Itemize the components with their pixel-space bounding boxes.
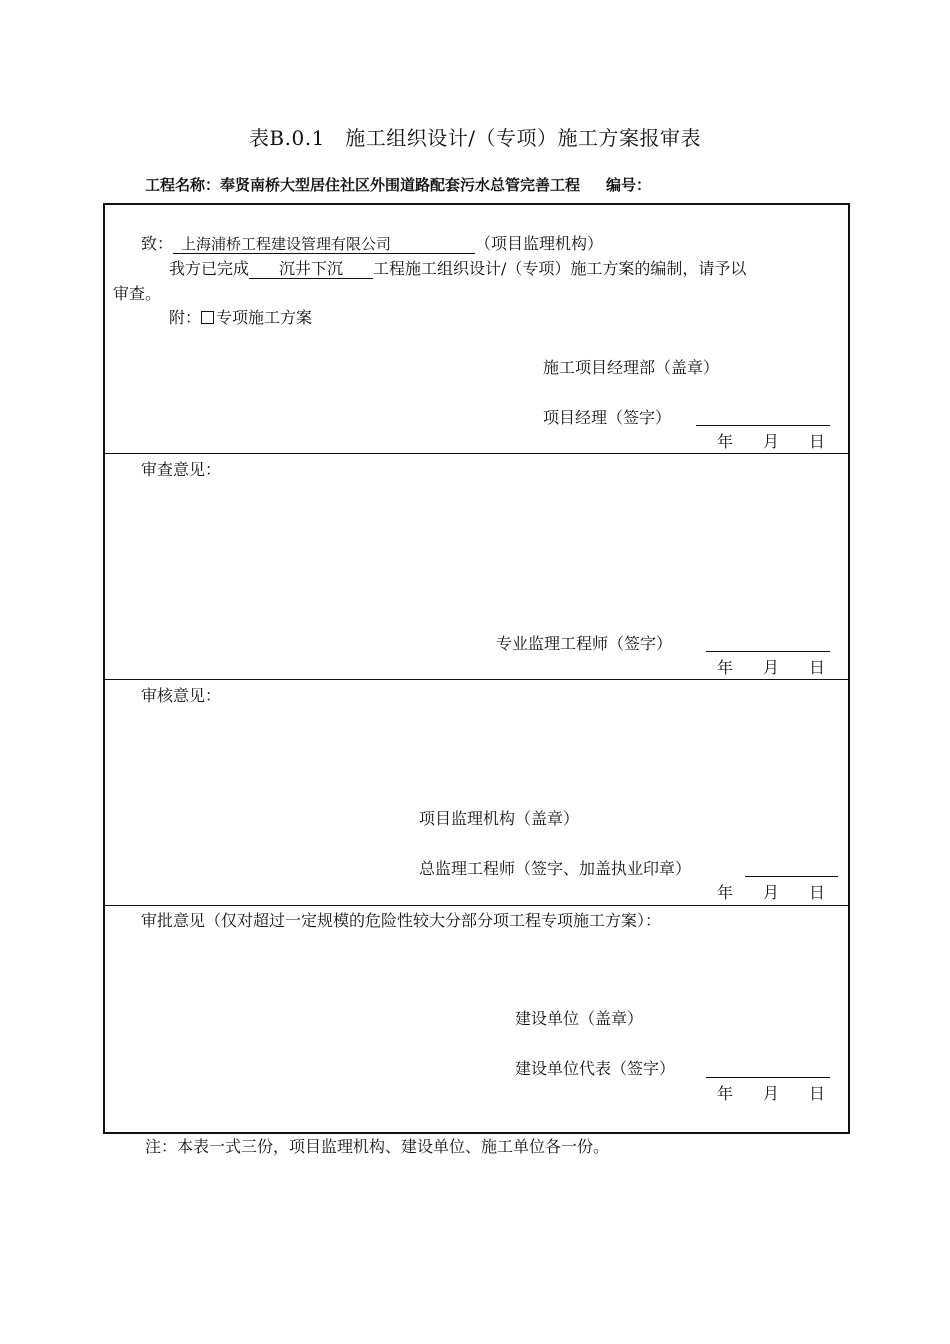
scheme-name-value: 沉井下沉 xyxy=(279,259,344,278)
attachment-checkbox[interactable] xyxy=(201,311,214,324)
owner-unit-label: 建设单位（盖章） xyxy=(515,1009,644,1028)
addressee-line xyxy=(141,231,603,254)
contractor-dept-label: 施工项目经理部（盖章） xyxy=(543,358,720,377)
date-month: 月 xyxy=(763,883,780,902)
date-day: 日 xyxy=(809,658,826,677)
date-row xyxy=(717,429,825,452)
footnote: 注：本表一式三份，项目监理机构、建设单位、施工单位各一份。 xyxy=(145,1137,610,1156)
form-header xyxy=(145,174,651,195)
attachment-item: 专项施工方案 xyxy=(216,308,313,327)
date-year: 年 xyxy=(717,658,734,677)
statement-line xyxy=(169,256,746,279)
row-divider xyxy=(103,679,850,680)
approval-heading: 审批意见（仅对超过一定规模的危险性较大分部分项工程专项施工方案）： xyxy=(141,911,662,930)
date-year: 年 xyxy=(717,432,734,451)
attachment-line xyxy=(169,305,312,328)
date-row xyxy=(717,880,825,903)
statement-suffix: 工程施工组织设计/（专项）施工方案的编制，请予以 xyxy=(373,259,747,278)
engineer-sign-label: 专业监理工程师（签字） xyxy=(496,634,673,653)
date-month: 月 xyxy=(763,658,780,677)
date-year: 年 xyxy=(717,1084,734,1103)
date-day: 日 xyxy=(809,883,826,902)
addressee-value: 上海浦桥工程建设管理有限公司 xyxy=(181,235,392,253)
owner-rep-sign-label: 建设单位代表（签字） xyxy=(515,1059,676,1078)
to-label: 致： xyxy=(141,234,174,253)
attachment-label: 附： xyxy=(169,308,202,327)
chief-engineer-sign-line[interactable] xyxy=(745,876,838,877)
form-title: 表B.0.1 施工组织设计/（专项）施工方案报审表 xyxy=(248,126,702,150)
chief-engineer-sign-label: 总监理工程师（签字、加盖执业印章） xyxy=(419,859,692,878)
project-name-label: 工程名称：奉贤南桥大型居住社区外围道路配套污水总管完善工程 xyxy=(145,176,581,194)
date-year: 年 xyxy=(717,883,734,902)
manager-sign-line[interactable] xyxy=(696,425,830,426)
supervision-org-label: 项目监理机构（盖章） xyxy=(419,809,580,828)
date-row xyxy=(717,1081,825,1104)
audit-heading: 审核意见： xyxy=(141,686,222,705)
date-month: 月 xyxy=(763,432,780,451)
owner-rep-sign-line[interactable] xyxy=(706,1077,830,1078)
row-divider xyxy=(103,905,850,906)
addressee-suffix: （项目监理机构） xyxy=(475,234,604,253)
statement-prefix: 我方已完成 xyxy=(169,259,250,278)
date-day: 日 xyxy=(809,432,826,451)
addressee-field xyxy=(173,235,475,254)
scheme-name-field xyxy=(249,260,373,279)
manager-sign-label: 项目经理（签字） xyxy=(543,408,672,427)
row-divider xyxy=(103,453,850,454)
form-number-label: 编号： xyxy=(606,176,652,194)
statement-end: 审查。 xyxy=(113,284,162,303)
review-heading: 审查意见： xyxy=(141,460,222,479)
engineer-sign-line[interactable] xyxy=(706,651,830,652)
date-day: 日 xyxy=(809,1084,826,1103)
date-month: 月 xyxy=(763,1084,780,1103)
date-row xyxy=(717,655,825,678)
